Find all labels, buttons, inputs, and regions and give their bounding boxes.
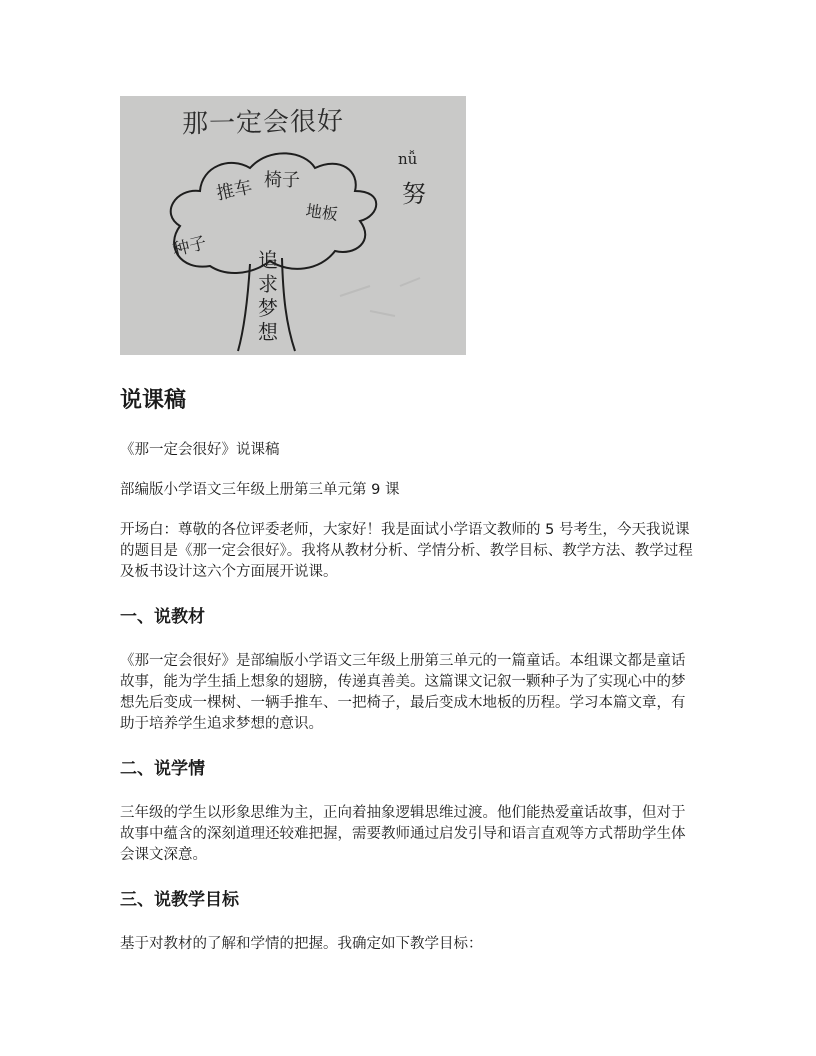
section-title-objectives: 三、说教学目标 xyxy=(120,890,239,910)
pinyin-label: nǚ xyxy=(398,150,418,168)
section-text-students: 三年级的学生以形象思维为主，正向着抽象逻辑思维过渡。他们能热爱童话故事，但对于故事中蕴含的深刻道理还较难把握，需要教师通过启发引导和语言直观等方式帮助学生体会课文深意。 xyxy=(120,805,686,863)
intro-paragraph: 开场白：尊敬的各位评委老师，大家好！我是面试小学语文教师的 5 号考生，今天我说课的题目是《那一定会很好》。我将从教材分析、学情分析、教学目标、教学方法、教学过程及板书设计这六个方面展开说课。 xyxy=(120,522,693,580)
trunk-text: 追求梦想 xyxy=(258,248,278,344)
document-page xyxy=(120,96,696,974)
edition-line: 部编版小学语文三年级上册第三单元第 9 课 xyxy=(120,482,400,498)
page-heading: 说课稿 xyxy=(120,388,187,413)
blackboard-sketch-photo xyxy=(120,96,466,355)
label-floor: 地板 xyxy=(304,200,340,225)
photo-title: 那一定会很好 xyxy=(181,106,345,140)
section-text-textbook: 《那一定会很好》是部编版小学语文三年级上册第三单元的一篇童话。本组课文都是童话故事，能为学生插上想象的翅膀，传递真善美。这篇课文记叙一颗种子为了实现心中的梦想先后变成一棵树、一辆手推车、一把椅子，最后变成木地板的历程。学习本篇文章，有助于培养学生追求梦想的意识。 xyxy=(120,653,686,732)
section-title-students: 二、说学情 xyxy=(120,759,205,779)
doc-subtitle: 《那一定会很好》说课稿 xyxy=(120,442,280,458)
label-cart: 推车 xyxy=(214,176,255,205)
handwritten-char: 努 xyxy=(402,180,426,208)
label-seed: 种子 xyxy=(170,233,209,261)
label-chair: 椅子 xyxy=(264,170,300,191)
section-title-textbook: 一、说教材 xyxy=(120,607,205,627)
section-text-objectives: 基于对教材的了解和学情的把握。我确定如下教学目标： xyxy=(120,936,483,952)
